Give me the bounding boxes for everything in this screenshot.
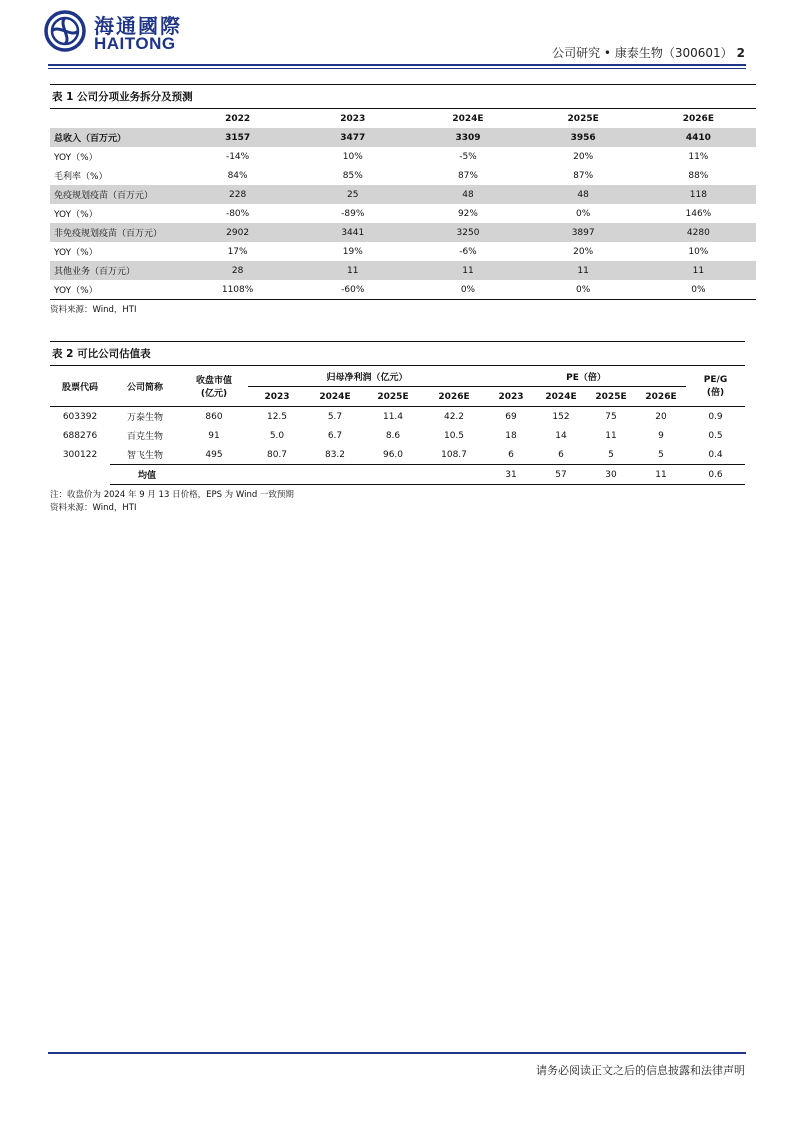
table1-title: 表 1 公司分项业务拆分及预测 [50, 84, 756, 109]
cell-value: 11 [295, 261, 410, 280]
average-pe-value: 57 [536, 465, 586, 485]
cell-value: 20% [573, 246, 594, 257]
stock-code: 300122 [62, 449, 98, 460]
peg-value: 0.4 [708, 449, 723, 460]
table2-average-row [50, 465, 745, 485]
cell-value: 1108% [180, 280, 295, 300]
market-cap: 91 [208, 430, 220, 441]
cell-value: 11 [410, 261, 525, 280]
table2-note: 注：收盘价为 2024 年 9 月 13 日价格，EPS 为 Wind 一致预期 [50, 490, 294, 500]
row-label: YOY（%） [54, 210, 98, 220]
cell-value: 88% [688, 170, 709, 181]
pe-value: 20 [655, 411, 667, 422]
net-profit-value: 12.5 [266, 411, 288, 422]
header-pe-year: 2024E [545, 391, 577, 402]
table1-col-header: 2023 [340, 113, 366, 124]
row-label: 总收入（百万元） [50, 128, 180, 147]
brand-name-cn: 海通國際 [94, 14, 182, 38]
net-profit-value: 8.6 [385, 430, 401, 441]
pe-value: 6 [558, 449, 564, 460]
row-label: 毛利率（%） [54, 172, 108, 182]
cell-value: 0% [526, 280, 641, 300]
table2-row [50, 445, 745, 465]
cell-value: 20% [573, 151, 594, 162]
page-header [0, 0, 793, 90]
business-breakdown-table [50, 109, 756, 300]
cell-value: 3897 [526, 223, 641, 242]
table1-row [50, 204, 756, 223]
cell-value: 3309 [410, 128, 525, 147]
header-divider-thin [48, 68, 746, 69]
pe-value: 9 [658, 430, 664, 441]
header-stock-code: 股票代码 [61, 382, 98, 393]
company-name: 万泰生物 [126, 413, 163, 423]
row-label: YOY（%） [54, 248, 98, 258]
header-market-cap [180, 366, 248, 407]
average-peg-value: 0.6 [686, 465, 745, 485]
header-pe-year: 2025E [595, 391, 627, 402]
pe-value: 5 [658, 449, 664, 460]
report-label: 公司研究 • 康泰生物（300601） [552, 46, 733, 60]
table1-col-header: 2024E [452, 113, 484, 124]
cell-value: 87% [457, 170, 478, 181]
report-header-label [552, 44, 745, 61]
average-pe-value: 30 [586, 465, 636, 485]
table1-row [50, 166, 756, 185]
header-divider [48, 64, 746, 66]
pe-value: 11 [605, 430, 617, 441]
net-profit-value: 80.7 [266, 449, 288, 460]
header-profit-year: 2024E [319, 391, 351, 402]
table2-row [50, 426, 745, 445]
row-label: YOY（%） [50, 280, 180, 300]
table2-row [50, 407, 745, 427]
row-label: 非免疫规划疫苗（百万元） [50, 223, 180, 242]
header-market-cap-line2: (亿元) [200, 389, 228, 399]
table1-row [50, 223, 756, 242]
company-name: 百克生物 [126, 432, 163, 442]
row-label: 免疫规划疫苗（百万元） [50, 185, 180, 204]
company-name: 智飞生物 [126, 451, 163, 461]
table2-source: 资料来源：Wind，HTI [50, 503, 137, 513]
brand-name-en: HAITONG [94, 34, 176, 53]
cell-value: 11% [688, 151, 709, 162]
header-profit-year: 2025E [377, 391, 409, 402]
cell-value: 11 [526, 261, 641, 280]
cell-value: 118 [641, 185, 756, 204]
cell-value: -6% [459, 246, 477, 257]
pe-value: 14 [555, 430, 567, 441]
cell-value: -60% [295, 280, 410, 300]
table1-row [50, 261, 756, 280]
table2-header-row-1 [50, 366, 745, 387]
cell-value: 4280 [641, 223, 756, 242]
table1-row [50, 185, 756, 204]
cell-value: 28 [180, 261, 295, 280]
pe-value: 6 [508, 449, 514, 460]
average-pe-value: 11 [636, 465, 686, 485]
stock-code: 603392 [62, 411, 98, 422]
net-profit-value: 83.2 [324, 449, 346, 460]
footer-divider [48, 1052, 746, 1054]
cell-value: 48 [410, 185, 525, 204]
header-pe-year: 2026E [645, 391, 677, 402]
header-profit-year: 2023 [264, 391, 290, 402]
page-number: 2 [736, 46, 745, 60]
cell-value: 85% [342, 170, 363, 181]
header-peg-line2: (倍) [706, 387, 725, 398]
table1-col-header [50, 109, 180, 128]
pe-value: 152 [552, 411, 570, 422]
pe-value: 69 [505, 411, 517, 422]
cell-value: 87% [573, 170, 594, 181]
table1-source: 资料来源：Wind，HTI [50, 305, 137, 315]
table1-col-header: 2026E [682, 113, 714, 124]
market-cap: 495 [205, 449, 223, 460]
header-market-cap-line1: 收盘市值 [195, 376, 232, 386]
cell-value: 3956 [526, 128, 641, 147]
cell-value: 228 [180, 185, 295, 204]
cell-value: 2902 [180, 223, 295, 242]
row-label: 其他业务（百万元） [50, 261, 180, 280]
cell-value: 19% [342, 246, 363, 257]
table1-row [50, 280, 756, 300]
cell-value: 0% [410, 280, 525, 300]
cell-value: -89% [341, 208, 365, 219]
comparable-valuation-table [50, 366, 745, 485]
header-net-profit-group: 归母净利润（亿元） [248, 366, 486, 387]
row-label: YOY（%） [54, 153, 98, 163]
header-profit-year: 2026E [438, 391, 470, 402]
header-company-name: 公司简称 [126, 382, 163, 393]
cell-value: 4410 [641, 128, 756, 147]
market-cap: 860 [205, 411, 223, 422]
table1-col-header: 2022 [225, 113, 251, 124]
net-profit-value: 5.0 [269, 430, 285, 441]
pe-value: 5 [608, 449, 614, 460]
cell-value: 146% [685, 208, 712, 219]
net-profit-value: 10.5 [443, 430, 465, 441]
empty-cell [50, 465, 110, 485]
net-profit-value: 42.2 [443, 411, 465, 422]
cell-value: 3250 [410, 223, 525, 242]
table2-title: 表 2 可比公司估值表 [50, 341, 745, 366]
header-pe-year: 2023 [498, 391, 524, 402]
cell-value: 3477 [295, 128, 410, 147]
table1-row [50, 147, 756, 166]
table2-block [50, 341, 745, 515]
cell-value: 25 [295, 185, 410, 204]
cell-value: 17% [227, 246, 248, 257]
header-pe-group: PE（倍） [486, 366, 686, 387]
cell-value: 3441 [295, 223, 410, 242]
cell-value: -5% [459, 151, 477, 162]
average-label: 均值 [110, 465, 486, 485]
haitong-logo-icon [44, 10, 86, 52]
peg-value: 0.5 [708, 430, 723, 441]
table1-row [50, 128, 756, 147]
cell-value: 0% [641, 280, 756, 300]
pe-value: 75 [605, 411, 617, 422]
table1-row [50, 242, 756, 261]
table1-header-row [50, 109, 756, 128]
net-profit-value: 108.7 [441, 449, 467, 460]
header-peg [686, 366, 745, 407]
cell-value: 0% [576, 208, 591, 219]
cell-value: 48 [526, 185, 641, 204]
cell-value: 10% [688, 246, 709, 257]
cell-value: -14% [225, 151, 250, 162]
footer-disclaimer: 请务必阅读正文之后的信息披露和法律声明 [536, 1064, 745, 1077]
cell-value: 10% [342, 151, 363, 162]
net-profit-value: 11.4 [382, 411, 404, 422]
header-peg-line1: PE/G [703, 374, 728, 385]
pe-value: 18 [505, 430, 517, 441]
peg-value: 0.9 [708, 411, 723, 422]
cell-value: 11 [641, 261, 756, 280]
table1-col-header: 2025E [567, 113, 599, 124]
stock-code: 688276 [62, 430, 98, 441]
average-pe-value: 31 [486, 465, 536, 485]
net-profit-value: 96.0 [382, 449, 404, 460]
net-profit-value: 6.7 [327, 430, 343, 441]
cell-value: -80% [225, 208, 250, 219]
cell-value: 84% [227, 170, 248, 181]
net-profit-value: 5.7 [327, 411, 343, 422]
cell-value: 3157 [180, 128, 295, 147]
cell-value: 92% [457, 208, 478, 219]
table1-block [50, 84, 756, 315]
